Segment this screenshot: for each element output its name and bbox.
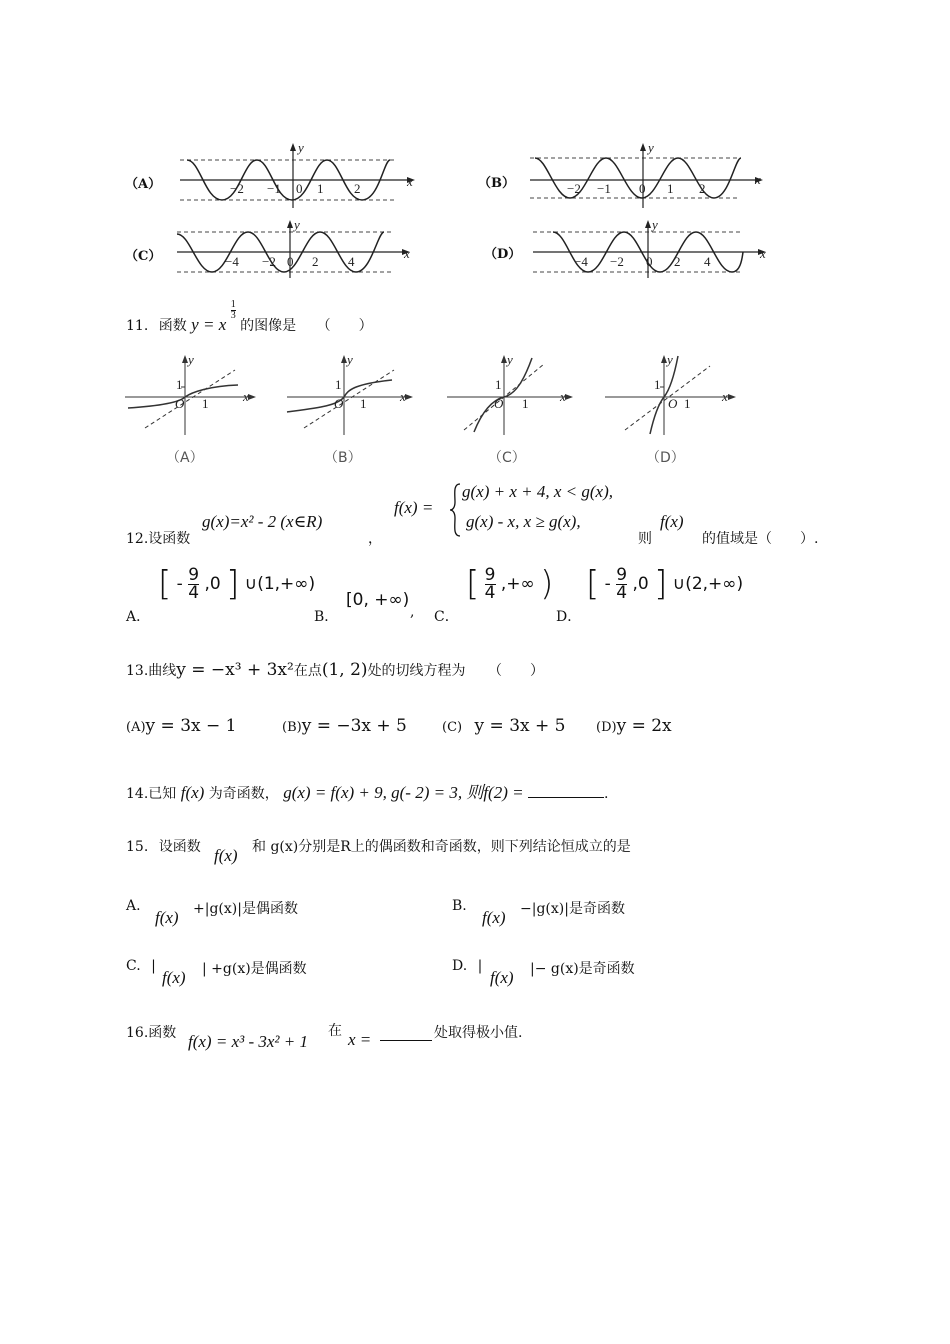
q11-prefix: 函数 (158, 318, 187, 334)
q12-option-a: [ - $\frac{9}{4}$ ,0 ] ∪(1,+∞) (158, 564, 316, 604)
q10-d-y-label: y (652, 220, 658, 232)
q10-c-tick: 2 (312, 254, 319, 269)
q15-option-c-text: | +g(x)是偶函数 (202, 961, 307, 977)
q10-option-a-label: （A） (125, 177, 162, 192)
q11-d-caption: （D） (646, 450, 685, 466)
q13-number: 13. (126, 663, 149, 679)
q10-option-d-label: （D） (484, 247, 522, 262)
q12-stem (126, 528, 190, 548)
q13-option-a: (A)y = 3x − 1 (126, 716, 237, 736)
q12-options (0, 560, 950, 630)
q12-option-d-label: D． (556, 609, 582, 625)
q15-number: 15. (126, 839, 149, 855)
q12-prefix: 设函数 (148, 531, 191, 547)
q13-option-c: (C) y = 3x + 5 (442, 716, 566, 736)
q11-b-tick-x: 1 (360, 396, 367, 411)
q12-case-1: g(x) + x + 4, x < g(x), (462, 482, 613, 501)
q11-b-x: x (400, 389, 406, 404)
q10-c-tick: 4 (348, 254, 355, 269)
q10-c-tick: −2 (262, 254, 276, 269)
q12-option-b-comma: , (410, 604, 415, 620)
q11-exp-num: 1 (230, 299, 236, 310)
q12-then: 则 (638, 531, 652, 547)
q11-d-tick-y: 1 (654, 377, 661, 392)
q11-graph-a (120, 350, 270, 475)
q10-b-tick: −1 (597, 181, 611, 196)
q15-prefix: 设函数 (158, 839, 201, 855)
q12-number: 12. (126, 531, 149, 547)
q10-d-tick: 0 (646, 254, 653, 269)
q11-suffix: 的图像是 (240, 318, 297, 334)
q12-g-def: g(x)=x² - 2 (x∈R) (202, 512, 323, 531)
q11-stem (126, 299, 373, 342)
q10-graph-d (528, 220, 778, 280)
q11-c-origin: O (494, 396, 504, 411)
q12-brace (448, 482, 462, 538)
q11-exp-den: 3 (230, 310, 236, 321)
q15-option-a-text: +|g(x)|是偶函数 (193, 901, 298, 917)
q16-answer-blank[interactable] (380, 1024, 432, 1041)
q10-a-tick: 0 (296, 181, 303, 196)
q10-a-tick: 2 (354, 181, 361, 196)
q14-condition: g(x) = f(x) + 9, g(- 2) = 3, 则f(2) = (283, 783, 524, 802)
q15-option-c-f: f(x) (162, 968, 186, 987)
q12-comma: ， (368, 531, 382, 547)
q14-number: 14. (126, 786, 149, 802)
q11-d-x: x (722, 389, 728, 404)
q10-graph-b (525, 140, 775, 210)
q13-suffix: 处的切线方程为 (367, 663, 466, 679)
q11-graph-d (600, 350, 760, 475)
q14-answer-blank[interactable] (528, 781, 604, 798)
q11-b-tick-y: 1 (335, 377, 342, 392)
q15-text: 和 g(x)分别是R上的偶函数和奇函数，则下列结论恒成立的是 (252, 839, 631, 855)
q10-options (0, 140, 950, 290)
q10-a-tick: −1 (267, 181, 281, 196)
q15-option-b-f: f(x) (482, 908, 506, 927)
q13-option-d: (D)y = 2x (596, 716, 672, 736)
q15-option-b: B. (452, 898, 467, 914)
q12-option-b-text: [0, +∞) (346, 590, 410, 610)
q11-a-y: y (188, 352, 194, 367)
q10-option-b-label: （B） (478, 176, 515, 191)
q10-d-tick: −2 (610, 254, 624, 269)
q11-a-tick-y: 1 (176, 377, 183, 392)
q13-middle: 在点 (293, 663, 322, 679)
q13-stem (126, 660, 544, 680)
q11-formula: y = x (191, 315, 227, 334)
q15-f: f(x) (214, 846, 238, 865)
q12-option-c: [ $\frac{9}{4}$ ,+∞ ) (466, 564, 554, 604)
q11-exponent (231, 300, 236, 321)
q11-b-origin: O (334, 396, 344, 411)
q13-curve: y = −x³ + 3x² (176, 660, 294, 680)
q10-b-x-label: x (755, 172, 761, 187)
q10-c-tick: 0 (287, 254, 294, 269)
q11-graph-b (282, 350, 432, 475)
q15-stem (126, 836, 201, 856)
q10-graph-c (172, 220, 422, 280)
q16-suffix: 处取得极小值. (434, 1025, 523, 1041)
q10-option-c-label: （C） (125, 249, 162, 264)
q11-d-y: y (667, 352, 673, 367)
q13-prefix: 曲线 (148, 663, 177, 679)
q10-a-y-label: y (298, 140, 304, 155)
q13-paren: （ ） (488, 663, 545, 679)
q16-stem (126, 1022, 176, 1042)
q11-c-x: x (560, 389, 566, 404)
q11-number: 11. (126, 318, 149, 334)
q11-a-caption: （A） (166, 450, 204, 466)
q12-option-b-label: B． (314, 609, 339, 625)
q11-d-origin: O (668, 396, 678, 411)
q16-formula: f(x) = x³ - 3x² + 1 (188, 1032, 308, 1051)
q15-option-c: C. | (126, 958, 156, 974)
q11-b-caption: （B） (324, 450, 362, 466)
q15-option-b-text: −|g(x)|是奇函数 (520, 901, 625, 917)
q10-c-tick: −4 (225, 254, 239, 269)
q14-prefix: 已知 (148, 786, 177, 802)
q11-curve-c (474, 358, 532, 432)
q15-option-d: D. | (452, 958, 483, 974)
q11-paren: （ ） (316, 318, 373, 334)
q10-b-tick: 0 (639, 181, 646, 196)
q12-option-c-label: C． (434, 609, 459, 625)
q10-d-tick: 2 (674, 254, 681, 269)
q10-a-tick: −2 (230, 181, 244, 196)
q11-b-y: y (347, 352, 353, 367)
q11-c-tick-y: 1 (495, 377, 502, 392)
q12-case-2: g(x) - x, x ≥ g(x), (466, 512, 581, 531)
q12-f-lhs: f(x) = (394, 498, 434, 517)
q11-graph-c (442, 350, 592, 475)
q16-middle: 在 (328, 1023, 342, 1039)
q15-option-d-text: |− g(x)是奇函数 (530, 961, 635, 977)
q10-d-tick: −4 (574, 254, 588, 269)
q15-option-a-f: f(x) (155, 908, 179, 927)
q10-b-y-label: y (648, 140, 654, 155)
q11-c-y: y (507, 352, 513, 367)
q10-c-x-label: x (404, 246, 410, 261)
q11-a-x: x (243, 389, 249, 404)
q10-a-x-label: x (407, 174, 413, 189)
q10-d-tick: 4 (704, 254, 711, 269)
q11-c-tick-x: 1 (522, 396, 529, 411)
q11-a-origin: O (175, 396, 185, 411)
q10-b-tick: 2 (699, 181, 706, 196)
q14-middle: 为奇函数， (208, 786, 279, 802)
q10-graph-a (175, 140, 425, 210)
q10-d-x-label: x (760, 246, 766, 261)
q12-suffix: 的值域是（ ）. (702, 531, 819, 547)
q10-c-y-label: y (294, 220, 300, 232)
q13-point: (1, 2) (321, 660, 368, 680)
q16-prefix: 函数 (148, 1025, 177, 1041)
q11-graphs (120, 350, 760, 475)
q12-option-a-label: A． (126, 609, 151, 625)
q14-f: f(x) (180, 783, 205, 802)
q11-a-tick-x: 1 (202, 396, 209, 411)
q12-f-of-x: f(x) (660, 512, 684, 531)
q11-d-tick-x: 1 (684, 396, 691, 411)
q10-b-tick: 1 (667, 181, 674, 196)
q13-option-b: (B)y = −3x + 5 (282, 716, 407, 736)
q10-a-tick: 1 (317, 181, 324, 196)
q12-option-d: [ - $\frac{9}{4}$ ,0 ] ∪(2,+∞) (586, 564, 744, 604)
q14-stem (126, 778, 609, 803)
q10-curve-b (535, 158, 741, 198)
q15-option-d-f: f(x) (490, 968, 514, 987)
q16-number: 16. (126, 1025, 149, 1041)
q10-b-tick: −2 (567, 181, 581, 196)
q11-c-caption: （C） (488, 450, 526, 466)
q16-var: x = (348, 1030, 372, 1049)
q15-option-a: A. (126, 898, 141, 914)
q14-end: . (604, 786, 609, 802)
